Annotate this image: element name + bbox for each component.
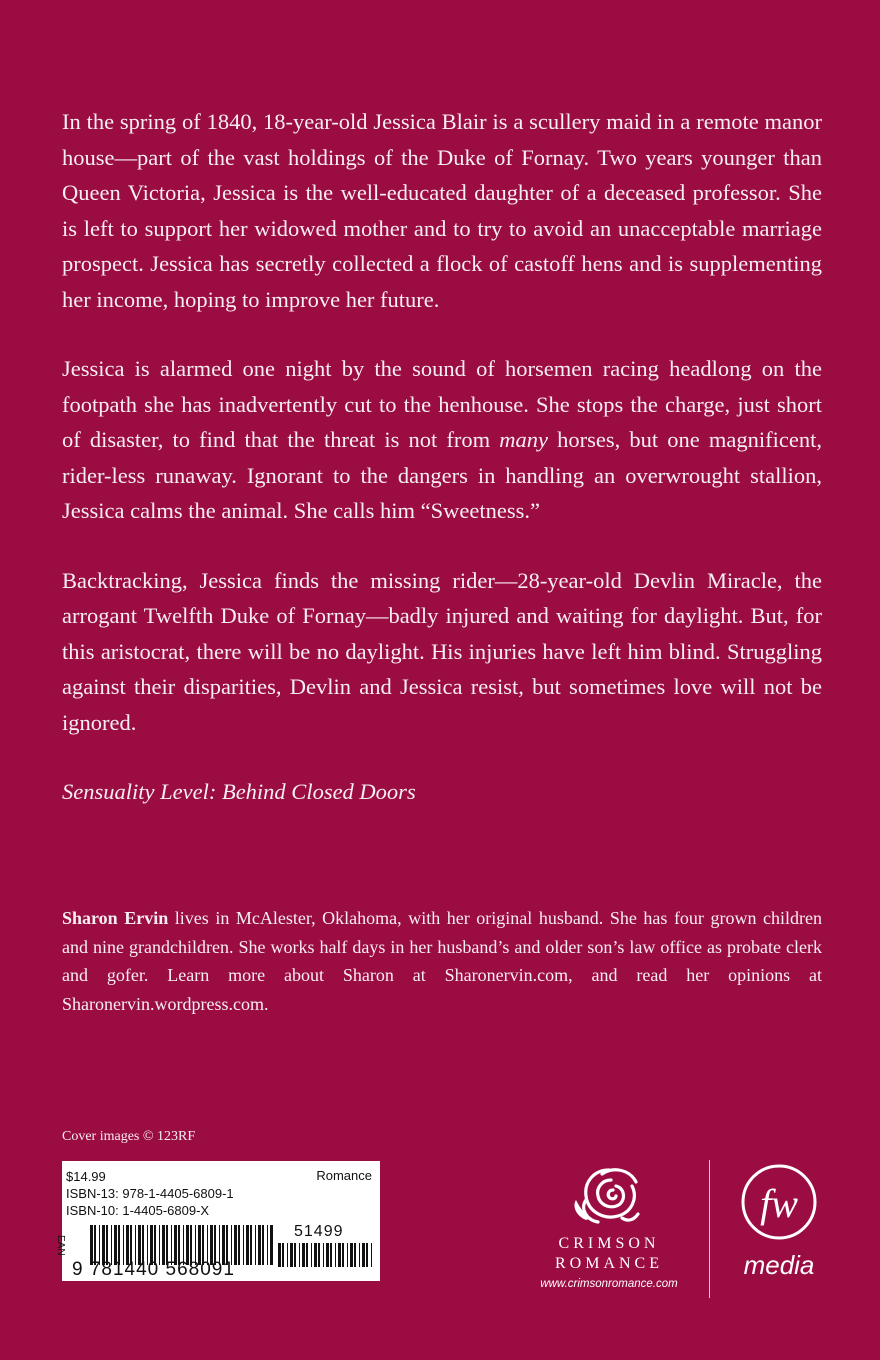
barcode-bar <box>255 1225 256 1265</box>
blurb-p2-end: horses, but one magnificent, rider-less runaway. Ignorant to the dangers in handling an overwrought stallion, Jessica calms the animal. She calls him “Sweetness.” <box>62 427 823 523</box>
fw-circle-icon <box>738 1162 820 1248</box>
barcode-bar <box>278 1243 281 1267</box>
book-blurb <box>62 104 822 810</box>
barcode-bar <box>250 1225 252 1265</box>
author-bio-text: lives in McAlester, Oklahoma, with her original husband. She has four grown children and nine grandchildren. She works half days in her husband’s and older son’s law office as probate clerk and gofer. Learn more about Sharon at Sharonervin.com, and read her opinions at Sharonervin.wordpress.com. <box>62 908 822 1014</box>
barcode-bar <box>294 1243 296 1267</box>
barcode-bar <box>262 1225 264 1265</box>
author-bio <box>62 904 822 1018</box>
isbn-10: ISBN-10: 1-4405-6809-X <box>66 1203 210 1218</box>
price: $14.99 <box>66 1169 106 1184</box>
barcode-bar <box>258 1225 261 1265</box>
barcode-bar <box>350 1243 353 1267</box>
barcode-box <box>55 1161 380 1281</box>
isbn-13: ISBN-13: 978-1-4405-6809-1 <box>66 1186 234 1201</box>
barcode-bar <box>362 1243 365 1267</box>
barcode-bar <box>246 1225 249 1265</box>
ean-label: EAN <box>55 1235 66 1256</box>
imprint-line-1: CRIMSON <box>558 1235 660 1252</box>
barcode-bar <box>311 1243 312 1267</box>
blurb-paragraph-3: Backtracking, Jessica finds the missing rider—28-year-old Devlin Miracle, the arrogant Twelfth Duke of Fornay—badly injured and waiting for daylight. But, for this aristocrat, there will be no daylight. His injuries have left him blind. Struggling against their disparities, Devlin and Jessica resist, but sometimes love will not be ignored. <box>62 567 822 735</box>
barcode-bar <box>282 1243 284 1267</box>
barcode-bar <box>347 1243 348 1267</box>
barcode-bar <box>371 1243 372 1267</box>
barcode-bar <box>326 1243 329 1267</box>
cover-credits: Cover images © 123RF <box>62 1129 196 1144</box>
barcode-digits: 9 781440 568091 <box>72 1259 235 1280</box>
barcode-bar <box>366 1243 368 1267</box>
barcode-bar <box>243 1225 244 1265</box>
logo-divider <box>709 1160 710 1298</box>
barcode-bar <box>359 1243 360 1267</box>
barcode-bar <box>290 1243 293 1267</box>
barcode-bar <box>287 1243 288 1267</box>
crimson-romance-logo <box>514 1160 704 1300</box>
barcode-bar <box>330 1243 332 1267</box>
barcode-bar <box>318 1243 320 1267</box>
barcode-bar <box>342 1243 344 1267</box>
sensuality-level: Sensuality Level: Behind Closed Doors <box>62 779 416 804</box>
rose-icon <box>514 1160 704 1232</box>
author-name: Sharon Ervin <box>62 908 169 928</box>
barcode-bar <box>323 1243 324 1267</box>
blurb-p2-start: Jessica is alarmed one night by the sound of horsemen racing headlong on the footpath she has inadvertently cut to the henhouse. She stops the charge, just short of disaster, to find that the threat is not from <box>62 356 822 452</box>
addon-barcode <box>278 1243 376 1267</box>
barcode-bar <box>238 1225 240 1265</box>
barcode-bar <box>306 1243 308 1267</box>
barcode-bar <box>267 1225 268 1265</box>
barcode-bar <box>314 1243 317 1267</box>
blurb-paragraph-2 <box>62 351 822 529</box>
barcode-bar <box>299 1243 300 1267</box>
addon-digits: 51499 <box>294 1223 344 1240</box>
imprint-name <box>514 1234 704 1274</box>
barcode-bar <box>335 1243 336 1267</box>
fw-media-word: media <box>743 1250 815 1280</box>
blurb-paragraph-1: In the spring of 1840, 18-year-old Jessica Blair is a scullery maid in a remote manor house—part of the vast holdings of the Duke of Fornay. Two years younger than Queen Victoria, Jessica is the well-educated daughter of a deceased professor. She is left to support her widowed mother and to try to avoid an unacceptable marriage prospect. Jessica has secretly collected a flock of castoff hens and is supplementing her income, hoping to improve her future. <box>62 109 822 312</box>
barcode-bar <box>302 1243 305 1267</box>
barcode-bar <box>270 1225 273 1265</box>
imprint-line-2: ROMANCE <box>554 1255 663 1272</box>
barcode-bar <box>338 1243 341 1267</box>
fw-letters: fw <box>760 1181 798 1226</box>
genre-label: Romance <box>316 1168 372 1183</box>
fw-media-logo <box>738 1162 820 1292</box>
barcode-bar <box>354 1243 356 1267</box>
blurb-p2-emphasis: many <box>499 427 549 452</box>
imprint-url: www.crimsonromance.com <box>540 1278 678 1290</box>
